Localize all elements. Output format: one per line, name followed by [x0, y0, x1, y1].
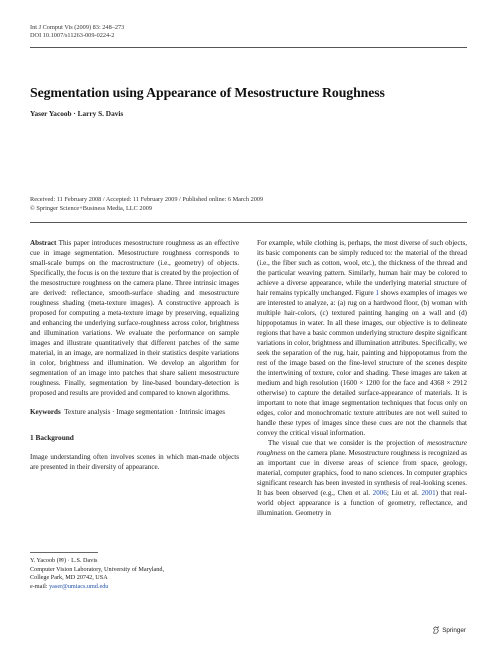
citation-link-chen[interactable]: 2006 — [372, 489, 387, 497]
left-column — [30, 238, 239, 472]
abstract-label: Abstract — [30, 239, 57, 247]
email-label: e-mail: — [30, 582, 48, 590]
publication-dates — [30, 196, 263, 213]
dates-rule — [30, 222, 467, 223]
background-text: Image understanding often involves scenes in which man-made objects are presented in their diversity of appearance. — [30, 453, 239, 471]
p2-text: The visual cue that we consider is the projection of — [268, 439, 428, 447]
intro-text: For example, while clothing is, perhaps, the most diverse of such objects, its basic components can be simply reduced to: the material of the thread (i.e., the fiber such as cotton, wool, etc.), the thickness of the thread and the particular weaving pattern. Similarly, human hair may be colored to achieve a diverse appearance, while the underlying material structure of hair remains typically unchanged. Figure — [257, 239, 467, 297]
intro-paragraph-2 — [257, 438, 467, 518]
footnote-authors: Y. Yacoob (✉) · L.S. Davis — [30, 557, 98, 564]
received-accepted-line: Received: 11 February 2008 / Accepted: 11 February 2009 / Published online: 6 March 2009 — [30, 196, 264, 203]
paper-title: Segmentation using Appearance of Mesostructure Roughness — [30, 85, 385, 100]
publisher-name: Springer — [442, 626, 466, 634]
p2-text-cont: on the camera plane. Mesostructure roughness is recognized as an important cue in diverse areas of science from space, geology, material, computer graphics, food to nano sciences. In computer graphics significant research has been invested in synthesis of real-looking scenes. It has been observed (e.g., Chen et al. — [257, 449, 467, 497]
intro-text-cont: shows examples of images we are interested to analyze, a: (a) rug on a hardwood floor, (b) woman with multiple hair-colors, (c) textured painting hanging on a wall and (d) hippopotamus in water. In all these images, our objective is to delineate regions that have a basic common underlying structure despite significant variations in color, brightness and illumination attributes. Specifically, we seek the separation of the rug, hair, painting and hippopotamus from the rest of the image based on the fine-level structure of the scenes despite the intertwining of texture, color and shading. These images are taken at medium and high resolution (1600 × 1200 for the face and 4368 × 2912 otherwise) to capture the detailed surface-appearance of materials. It is important to note that image segmentation techniques that focus only on edges, color and monochromatic texture attributes are not well suited to handle these types of images since these cues are not the channels that convey the critical visual information. — [257, 289, 467, 437]
footnote-rule — [30, 552, 98, 553]
p2-text-mid: ; Liu et al. — [386, 489, 422, 497]
section-heading-background: 1 Background — [30, 433, 74, 442]
figure-ref-link[interactable]: 1 — [375, 289, 380, 297]
springer-horse-icon — [432, 626, 440, 634]
publisher-logo — [432, 626, 466, 634]
keywords-label: Keywords — [30, 408, 61, 416]
journal-header — [30, 24, 124, 40]
intro-paragraph-1 — [257, 238, 467, 438]
paper-authors: Yaser Yacoob · Larry S. Davis — [30, 109, 124, 118]
email-link[interactable]: yaser@umiacs.umd.edu — [49, 582, 109, 590]
footnote-affiliation: Computer Vision Laboratory, University of Maryland, — [30, 565, 165, 573]
footnote-email-line — [30, 583, 164, 592]
author-footnote — [30, 557, 164, 591]
p2-text-end: ) that real-world object appearance is a function of geometry, reflectance, and illumination. Geometry in — [257, 489, 467, 517]
right-column — [257, 238, 467, 518]
keywords — [30, 407, 239, 417]
abstract — [30, 238, 239, 398]
citation-link-liu[interactable]: 2001 — [421, 489, 436, 497]
footnote-address: College Park, MD 20742, USA — [30, 574, 108, 582]
doi: DOI 10.1007/s11263-009-0224-2 — [30, 32, 115, 39]
journal-citation: Int J Comput Vis (2009) 83: 248–273 — [30, 24, 125, 31]
keywords-text: Texture analysis · Image segmentation · Intrinsic images — [64, 408, 226, 416]
p2-emphasis: mesostructure roughness — [257, 439, 467, 457]
header-rule — [30, 47, 467, 48]
abstract-text: This paper introduces mesostructure roughness as an effective cue in image segmentation. Mesostructure roughness corresponds to small-scale bumps on the macrostructure (i.e., geometry) of objects. Specifically, the focus is on the texture that is created by the projection of the mesostructure roughness on the camera plane. Three intrinsic images are derived: reflectance, smooth-surface shading and mesostructure roughness shading (meta-texture images). A constructive approach is proposed for computing a meta-texture image by preserving, equalizing and enhancing the underlying surface-roughness across color, brightness and illumination variations. We evaluate the performance on sample images and illustrate quantitatively that different patches of the same material, in an image, are normalized in their statistics despite variations in color, brightness and illumination. We develop an algorithm for segmentation of an image into patches that share salient mesostructure roughness. Finally, segmentation by line-based boundary-detection is proposed and results are provided and compared to known algorithms. — [30, 239, 239, 397]
copyright-line: © Springer Science+Business Media, LLC 2009 — [30, 204, 153, 212]
